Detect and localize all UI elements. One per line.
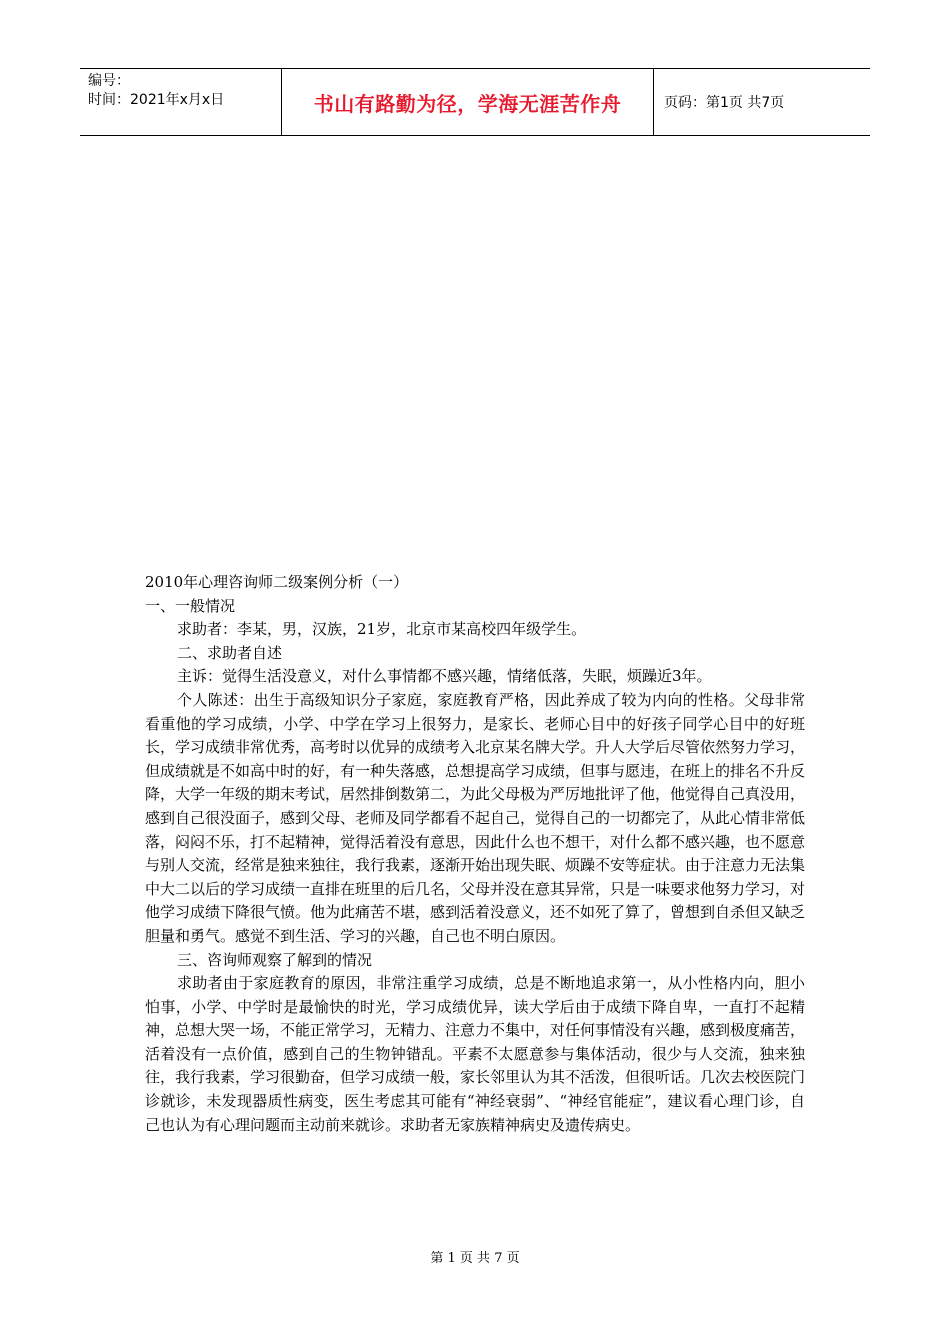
document-body (145, 571, 805, 1137)
document-title: 2010年心理咨询师二级案例分析（一） (145, 573, 409, 591)
header-meta (80, 69, 282, 135)
page-footer: 第 1 页 共 7 页 (430, 1251, 520, 1266)
time-label: 时间：2021年x月x日 (88, 92, 225, 108)
page-header (80, 68, 870, 136)
number-label: 编号： (88, 73, 130, 89)
client-basic-info: 求助者：李某，男，汉族，21岁，北京市某高校四年级学生。 (177, 620, 587, 639)
section-heading-self-report: 二、求助者自述 (177, 643, 283, 662)
header-motto: 书山有路勤为径，学海无涯苦作舟 (282, 69, 654, 135)
header-page-info: 页码：第1页 共7页 (664, 95, 785, 111)
section-heading-general: 一、一般情况 (145, 596, 236, 615)
chief-complaint: 主诉：觉得生活没意义，对什么事情都不感兴趣，情绪低落，失眠，烦躁近3年。 (177, 667, 712, 686)
section-heading-observation: 三、咨询师观察了解到的情况 (177, 950, 373, 969)
personal-statement: 个人陈述：出生于高级知识分子家庭，家庭教育严格，因此养成了较为内向的性格。父母非常看重他的学习成绩，小学、中学在学习上很努力，是家长、老师心目中的好孩子同学心目中的好班长，学习成绩非常优秀，高考时以优异的成绩考入北京某名牌大学。升人大学后尽管依然努力学习，但成绩就是不如高中时的好，有一种失落感，总想提高学习成绩，但事与愿违，在班上的排名不升反降，大学一年级的期末考试，居然排倒数第二，为此父母极为严厉地批评了他，他觉得自己真没用，感到自己很没面子，感到父母、老师及同学都看不起自己，觉得自己的一切都完了，从此心情非常低落，闷闷不乐，打不起精神，觉得活着没有意思，因此什么也不想干，对什么都不感兴趣，也不愿意与别人交流，经常是独来独往，我行我素，逐渐开始出现失眠、烦躁不安等症状。由于注意力无法集中大二以后的学习成绩一直排在班里的后几名，父母并没在意其异常，只是一味要求他努力学习，对他学习成绩下降很气愤。他为此痛苦不堪，感到活着没意义，还不如死了算了，曾想到自杀但又缺乏胆量和勇气。感觉不到生活、学习的兴趣，自己也不明白原因。 (145, 690, 806, 945)
observation-text: 求助者由于家庭教育的原因，非常注重学习成绩，总是不断地追求第一，从小性格内向，胆小怕事，小学、中学时是最愉快的时光，学习成绩优异，读大学后由于成绩下降自卑，一直打不起精神，总想大哭一场，不能正常学习，无精力、注意力不集中，对任何事情没有兴趣，感到极度痛苦，活着没有一点价值，感到自己的生物钟错乱。平素不太愿意参与集体活动，很少与人交流，独来独往，我行我素，学习很勤奋，但学习成绩一般，家长邻里认为其不活泼，但很听话。几次去校医院门诊就诊，未发现器质性病变，医生考虑其可能有“神经衰弱”、“神经官能症”，建议看心理门诊，自己也认为有心理问题而主动前来就诊。求助者无家族精神病史及遗传病史。 (145, 974, 806, 1134)
